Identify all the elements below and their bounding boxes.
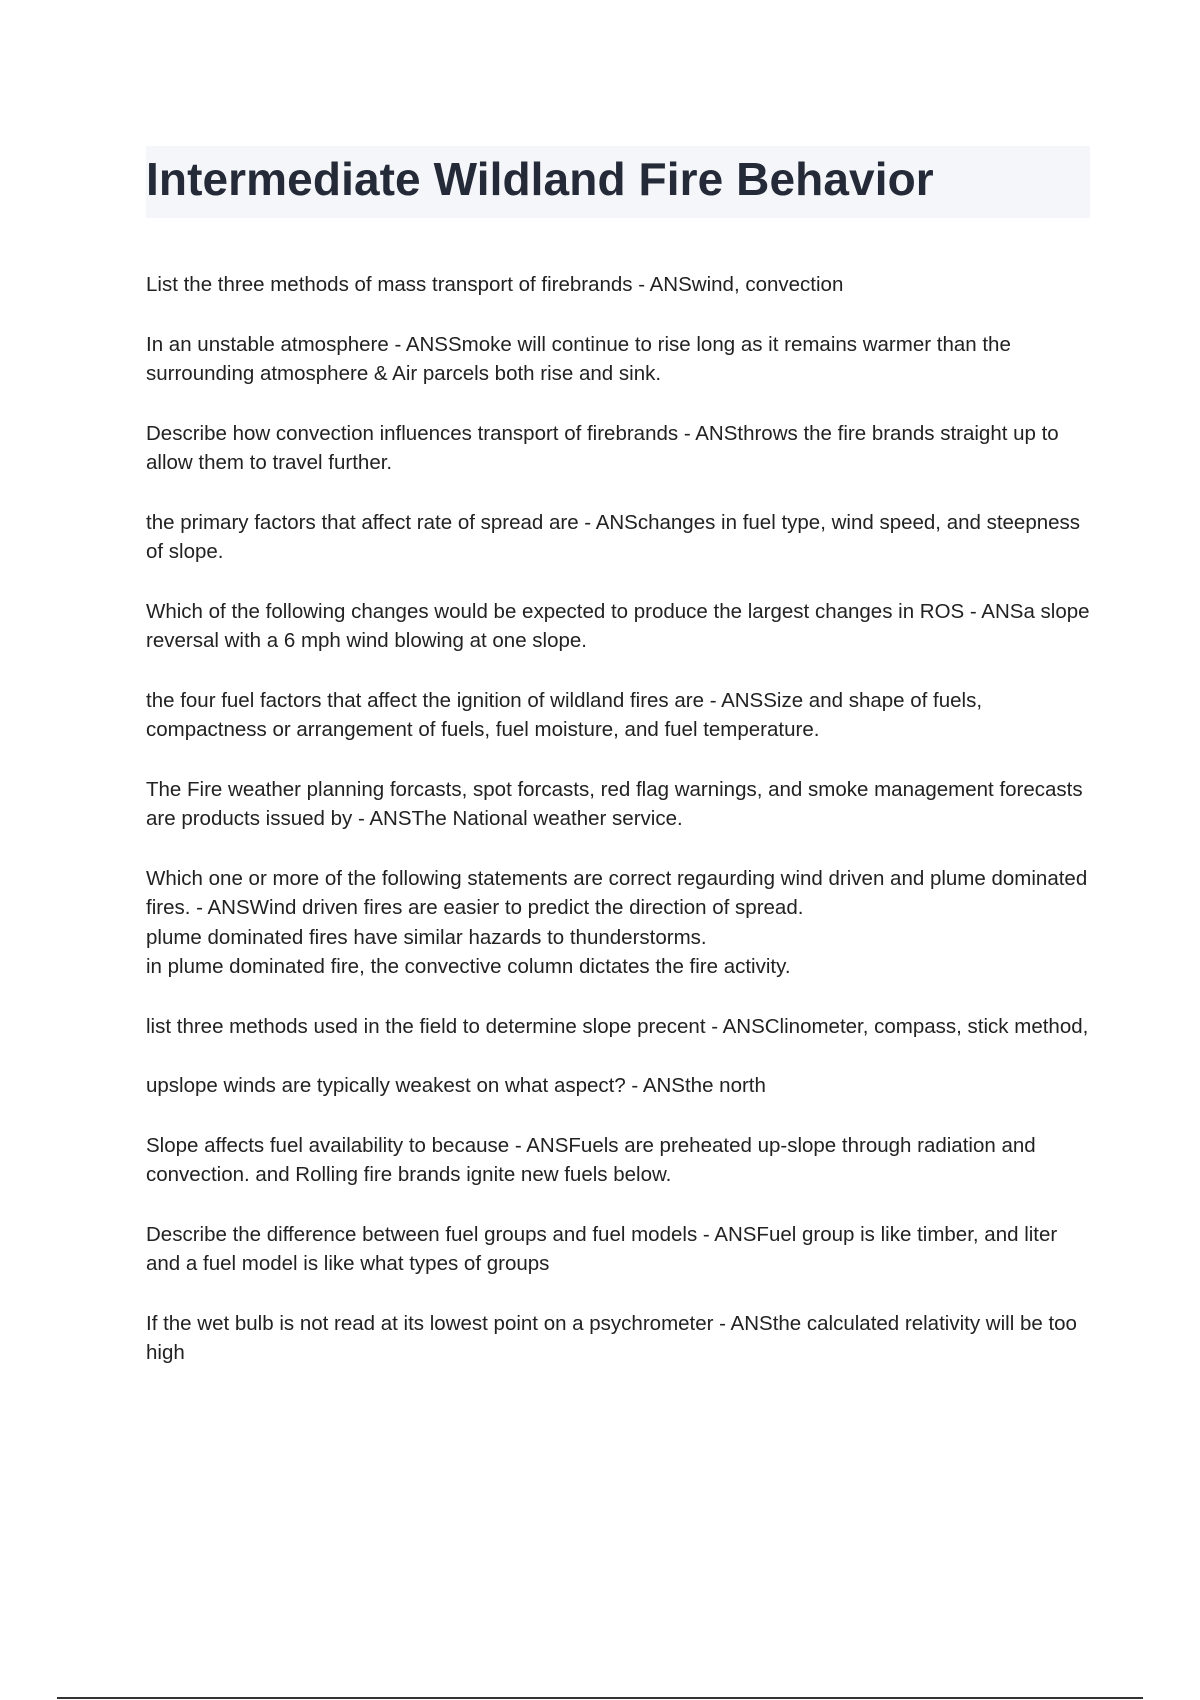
qa-text: upslope winds are typically weakest on what aspect? - ANSthe north [146,1074,766,1097]
qa-text: the four fuel factors that affect the ignition of wildland fires are - ANSSize and shape of fuels, compactness or arrangement of fuels, fuel moisture, and fuel temperature. [146,688,983,741]
qa-text: Slope affects fuel availability to because - ANSFuels are preheated up-slope through radiation and convection. and Rolling fire brands ignite new fuels below. [146,1133,1036,1186]
qa-item [146,864,1090,982]
qa-text: Describe the difference between fuel groups and fuel models - ANSFuel group is like timber, and liter [146,1222,1058,1246]
qa-text: List the three methods of mass transport of firebrands - ANSwind, convection [146,273,844,296]
title-banner [146,146,1090,218]
qa-item [146,270,1090,300]
qa-text-continued: and a fuel model is like what types of groups [146,1252,550,1275]
qa-text: If the wet bulb is not read at its lowest point on a psychrometer - ANSthe calculated relativity will be too high [146,1311,1077,1364]
qa-text: Which of the following changes would be expected to produce the largest changes in ROS - ANSa slope reversal with a 6 mph wind blowing at one slope. [146,599,1090,652]
qa-text: the primary factors that affect rate of spread are - ANSchanges in fuel type, wind speed, and steepness of slope. [146,510,1081,563]
qa-item [146,1071,1090,1101]
qa-text-continued: in plume dominated fire, the convective column dictates the fire activity. [146,955,791,978]
qa-text: Which one or more of the following statements are correct regaurding wind driven and plume dominated fires. - ANSWind driven fires are easier to predict the direction of spread. [146,866,1088,919]
qa-text: In an unstable atmosphere - ANSSmoke will continue to rise long as it remains warmer than the surrounding atmosphere & Air parcels both rise and sink. [146,332,1011,385]
qa-item [146,330,1090,389]
qa-item [146,1220,1090,1279]
qa-text: The Fire weather planning forcasts, spot forcasts, red flag warnings, and smoke management forecasts are products issued by - ANSThe National weather service. [146,777,1083,830]
qa-text: list three methods used in the field to determine slope precent - ANSClinometer, compass, stick method, [146,1014,1089,1038]
page-bottom-rule [57,1697,1143,1699]
qa-item [146,686,1090,745]
qa-item [146,419,1090,478]
qa-item [146,1131,1090,1190]
qa-text: Describe how convection influences transport of firebrands - ANSthrows the fire brands straight up to allow them to travel further. [146,421,1059,474]
qa-item [146,597,1090,656]
qa-text-continued: plume dominated fires have similar hazards to thunderstorms. [146,925,707,949]
qa-item [146,1309,1090,1368]
qa-item [146,508,1090,567]
document-title: Intermediate Wildland Fire Behavior [146,153,934,205]
qa-item [146,775,1090,834]
qa-list [146,270,1090,1398]
qa-item [146,1012,1090,1042]
